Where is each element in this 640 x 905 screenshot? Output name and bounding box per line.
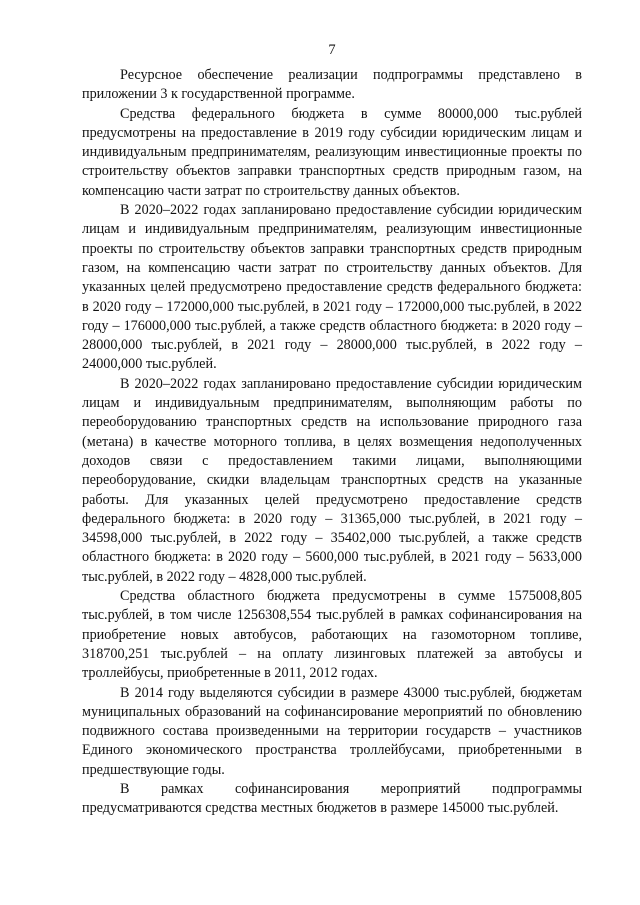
paragraph-regional-budget: Средства областного бюджета предусмотрены в сумме 1575008,805 тыс.рублей, в том числе 1256308,554 тыс.рублей в рамках софинансирования на приобретение новых автобусов, работающих на газомоторном топливе, 318700,251 тыс.рублей – на оплату лизинговых платежей за автобусы и троллейбусы, приобретенные в 2011, 2012 годах. <box>82 588 582 682</box>
paragraph-federal-budget-2019: Средства федерального бюджета в сумме 80000,000 тыс.рублей предусмотрены на предоставление в 2019 году субсидии юридическим лицам и индивидуальным предпринимателям, реализующим инвестиционные проекты по строительству объектов заправки транспортных средств природным газом, на компенсацию части затрат по строительству данных объектов. <box>82 105 582 199</box>
paragraph-local-budgets: В рамках софинансирования мероприятий подпрограммы предусматриваются средства местных бюджетов в размере 145000 тыс.рублей. <box>82 780 582 817</box>
paragraph-gas-stations-subsidy: В 2020–2022 годах запланировано предоставление субсидии юридическим лицам и индивидуальным предпринимателям, реализующим инвестиционные проекты по строительству объектов заправки транспортных средств природным газом, на компенсацию части затрат по строительству данных объектов. Для указанных целей предусмотрено предоставление средств федерального бюджета: в 2020 году – 172000,000 тыс.рублей, в 2021 году – 172000,000 тыс.рублей, в 2022 году – 176000,000 тыс.рублей, а также средств областного бюджета: в 2020 году – 28000,000 тыс.рублей, в 2021 году – 28000,000 тыс.рублей, в 2022 году – 24000,000 тыс.рублей. <box>82 202 582 373</box>
paragraph-resource-provision: Ресурсное обеспечение реализации подпрограммы представлено в приложении 3 к государственной программе. <box>82 67 582 103</box>
page-number: 7 <box>328 42 336 58</box>
paragraph-2014-subsidies: В 2014 году выделяются субсидии в размере 43000 тыс.рублей, бюджетам муниципальных образований на софинансирование мероприятий по обновлению подвижного состава произведенными на территории государств – участников Единого экономического пространства троллейбусами, приобретенными в предшествующие годы. <box>82 684 582 778</box>
paragraph-vehicle-conversion-subsidy: В 2020–2022 годах запланировано предоставление субсидии юридическим лицам и индивидуальным предпринимателям, выполняющим работы по переоборудованию транспортных средств на использование природного газа (метана) в качестве моторного топлива, в целях возмещения недополученных доходов связи с предоставлением такими лицами, выполняющими переоборудование, скидки владельцам транспортных средств на указанные работы. Для указанных целей предусмотрено предоставление средств федерального бюджета: в 2020 году – 31365,000 тыс.рублей, в 2021 году – 34598,000 тыс.рублей, в 2022 году – 35402,000 тыс.рублей, а также средств областного бюджета: в 2020 году – 5600,000 тыс.рублей, в 2021 году – 5633,000 тыс.рублей, в 2022 году – 4828,000 тыс.рублей. <box>82 375 582 585</box>
